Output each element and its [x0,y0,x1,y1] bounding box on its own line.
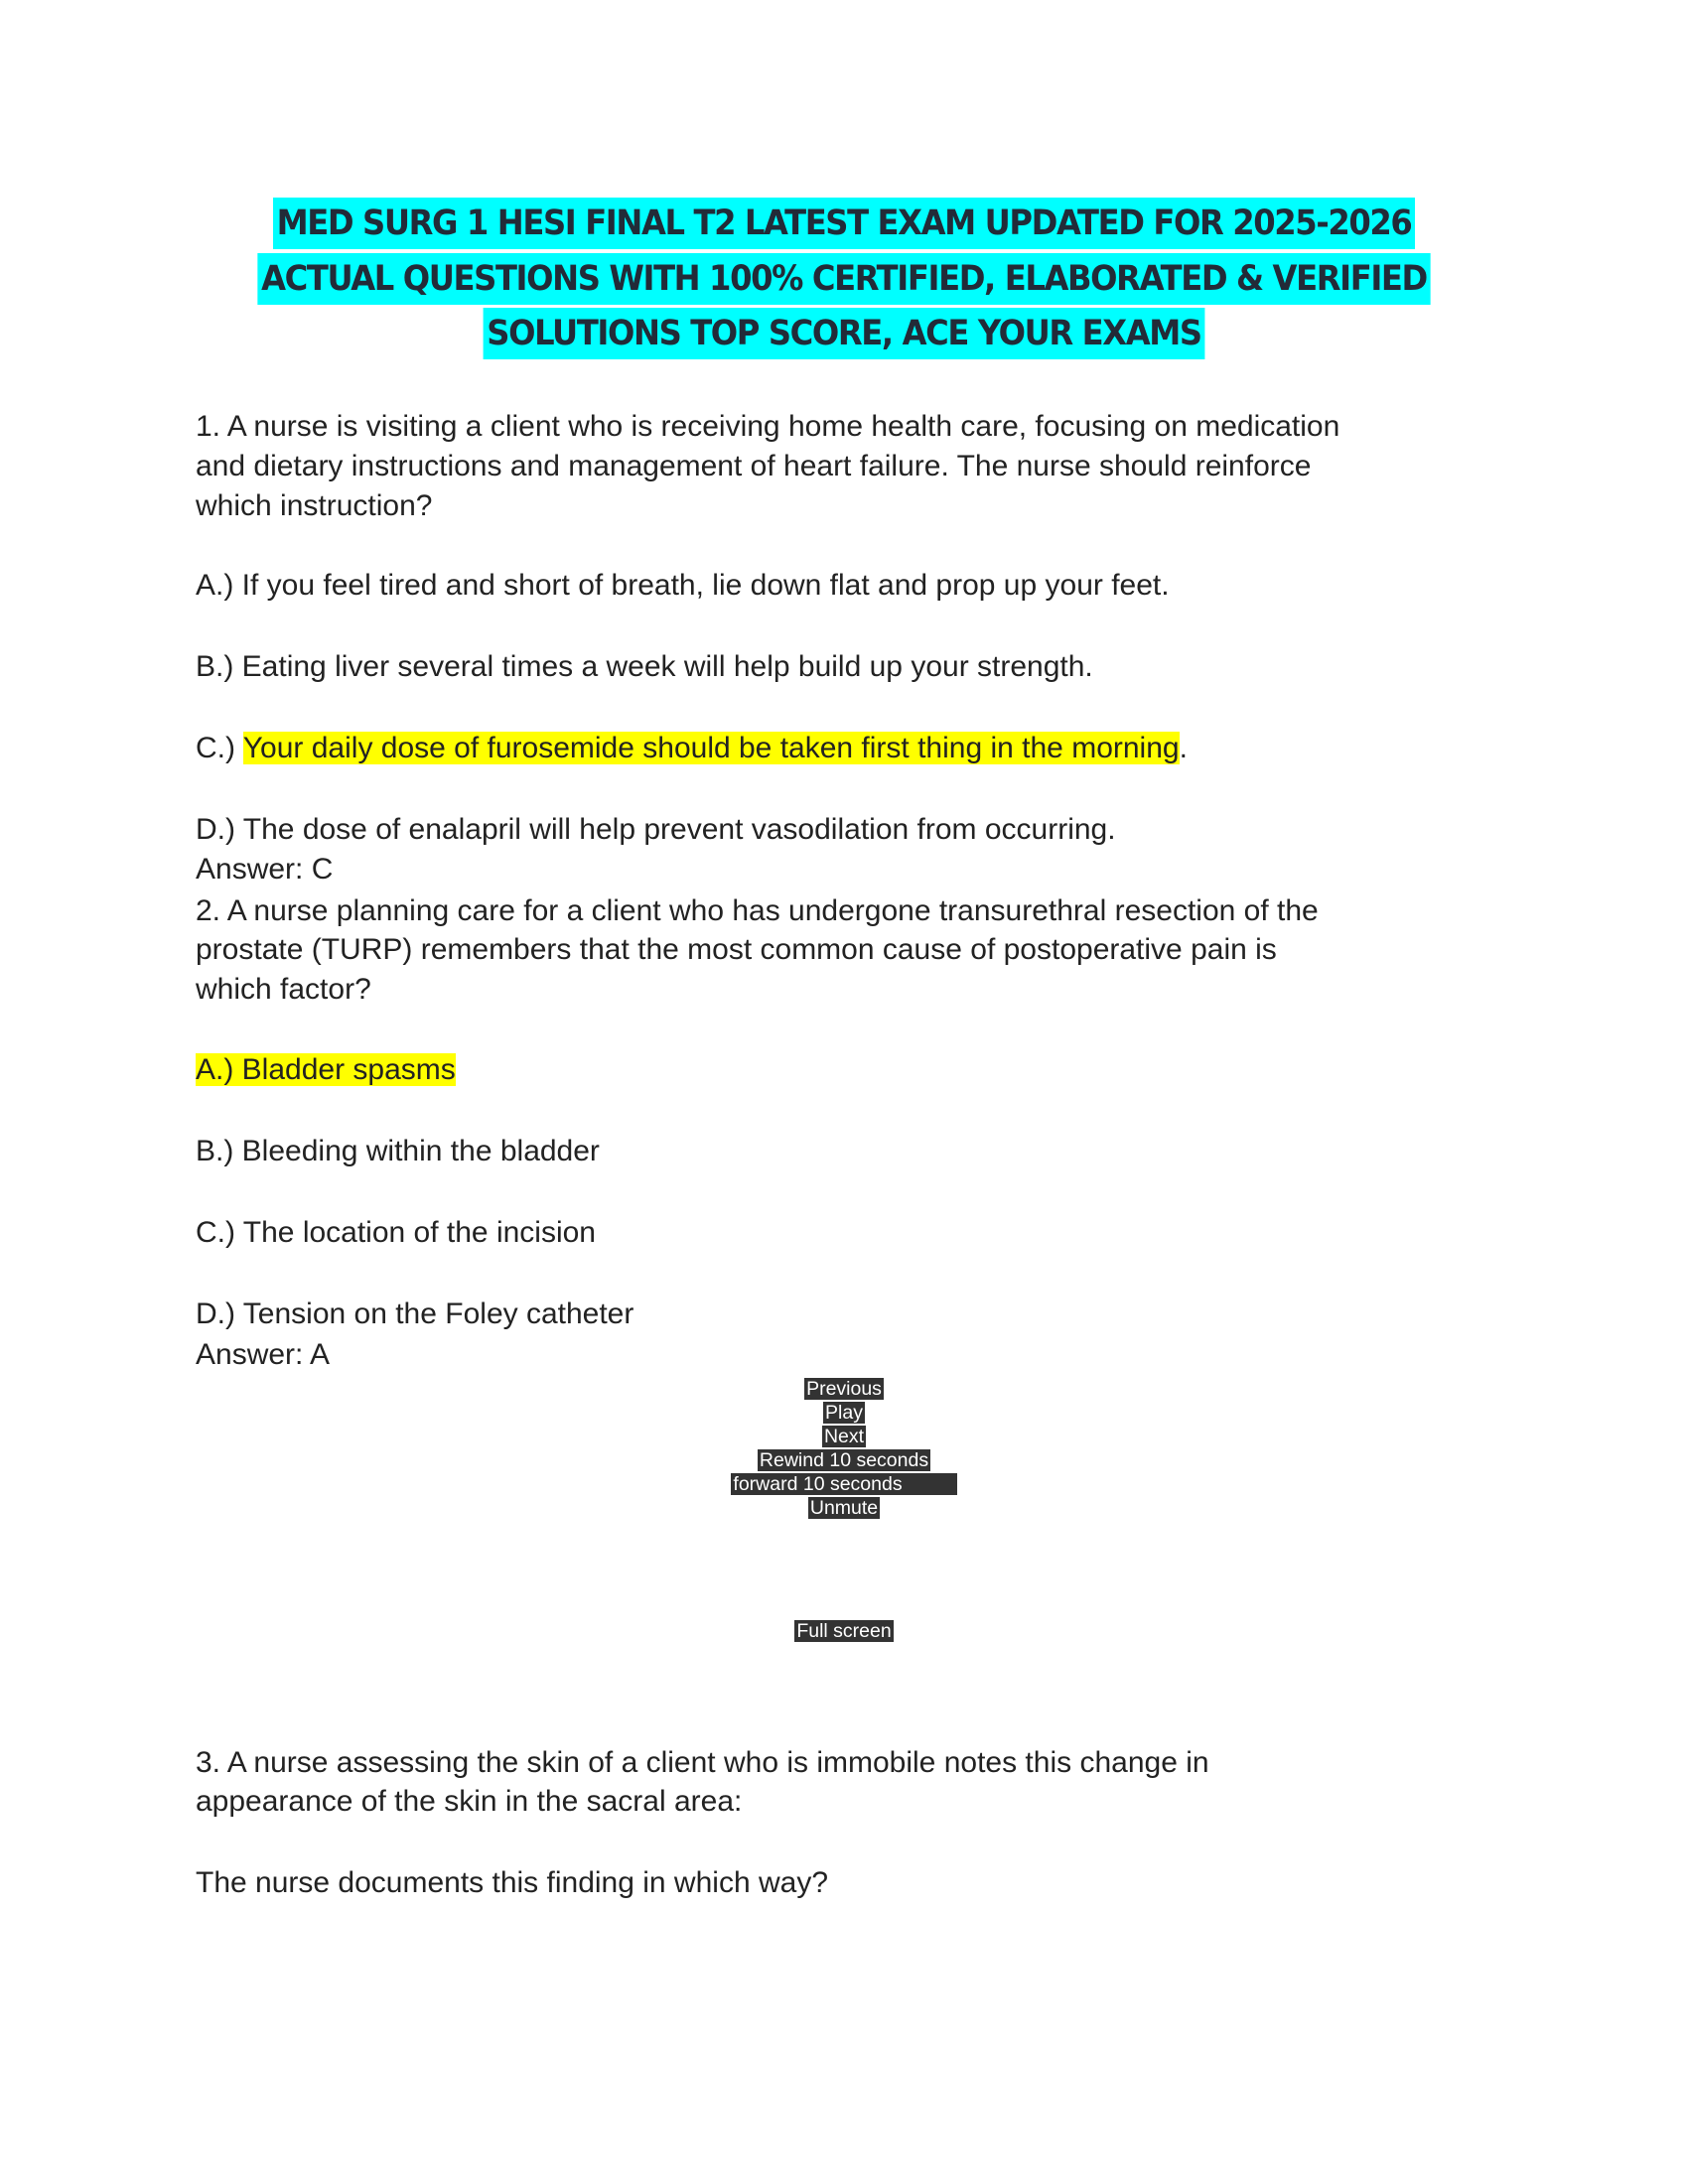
question-text: 3. A nurse assessing the skin of a client who is immobile notes this change in [196,1746,1209,1779]
correct-answer-highlight: A.) Bladder spasms [196,1053,456,1086]
previous-button[interactable]: Previous [806,1378,882,1400]
question-text: 1. A nurse is visiting a client who is receiving home health care, focusing on medication [196,410,1340,443]
answer: Answer: A [196,1338,331,1371]
answer: Answer: C [196,853,334,886]
question-text: and dietary instructions and management of heart failure. The nurse should reinforce [196,450,1312,482]
forward-button[interactable]: forward 10 seconds [731,1473,956,1495]
question-text: appearance of the skin in the sacral area: [196,1785,743,1818]
option-d: D.) Tension on the Foley catheter [196,1297,634,1330]
title-line: MED SURG 1 HESI FINAL T2 LATEST EXAM UPDATED FOR 2025-2026 [68,196,1620,251]
option-c: C.) The location of the incision [196,1216,596,1249]
option-b: B.) Bleeding within the bladder [196,1135,600,1167]
rewind-button[interactable]: Rewind 10 seconds [759,1449,929,1471]
option-c: C.) Your daily dose of furosemide should be taken first thing in the morning. [196,732,1188,764]
option-a: A.) If you feel tired and short of breath, lie down flat and prop up your feet. [196,569,1170,602]
question-followup: The nurse documents this finding in which way? [196,1866,829,1899]
question-text: prostate (TURP) remembers that the most common cause of postoperative pain is [196,933,1277,966]
question-text: which instruction? [196,489,433,522]
play-button[interactable]: Play [825,1402,863,1424]
title-line: ACTUAL QUESTIONS WITH 100% CERTIFIED, ELABORATED & VERIFIED [68,251,1620,307]
question-text: 2. A nurse planning care for a client who has undergone transurethral resection of the [196,894,1319,927]
title-line: SOLUTIONS TOP SCORE, ACE YOUR EXAMS [68,306,1620,361]
option-a [196,1050,456,1090]
option-b: B.) Eating liver several times a week will help build up your strength. [196,650,1093,683]
correct-answer-highlight: Your daily dose of furosemide should be taken first thing in the morning [242,732,1180,764]
unmute-button[interactable]: Unmute [809,1497,879,1519]
fullscreen-button[interactable]: Full screen [796,1620,892,1642]
option-d: D.) The dose of enalapril will help prevent vasodilation from occurring. [196,813,1116,846]
next-button[interactable]: Next [823,1426,865,1447]
question-text: which factor? [196,973,371,1006]
